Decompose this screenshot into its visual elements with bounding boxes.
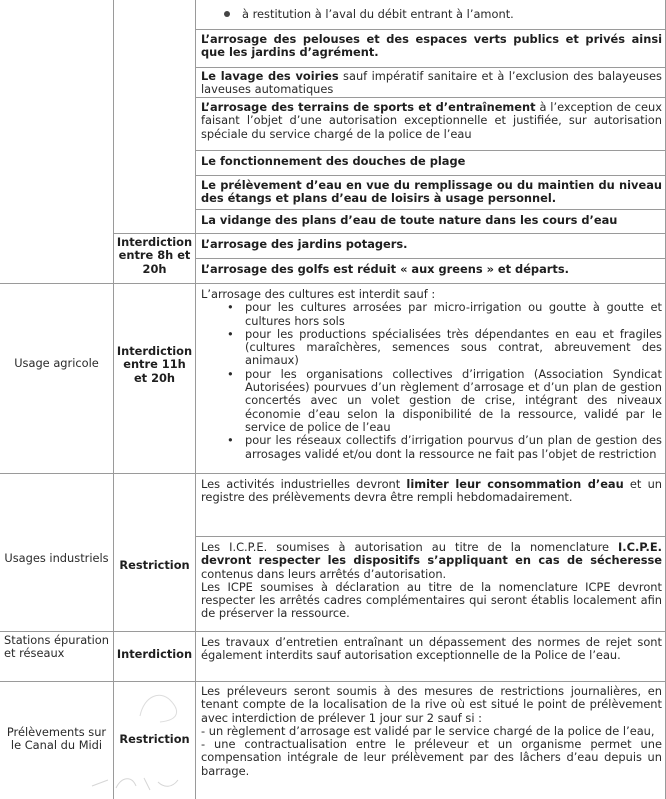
agricole-intro: L’arrosage des cultures est interdit sauf :	[201, 287, 436, 301]
measure-interdiction: Interdiction	[116, 647, 193, 661]
restriction-pelouses: L’arrosage des pelouses et des espaces verts publics et privés ainsi que les jardins d’agrément.	[201, 32, 662, 60]
usage-agricole-label: Usage agricole	[14, 356, 99, 370]
scan-artifact	[88, 772, 188, 794]
row-divider	[195, 29, 666, 30]
canal-rule-1: Les préleveurs seront soumis à des mesures de restrictions journalières, en tenant compte de la localisation de la rive où est situé le point de prélèvement avec interdiction de prélever 1 jour sur 2 sauf si :	[201, 684, 662, 725]
list-item: • pour les organisations collectives d’irrigation (Association Syndicat Autorisées) pourvues d’un règlement d’arrosage et d’un plan de gestion concertés avec un volet gestion de crise, intégrant des niveaux économie d’eau selon la disponibilité de la ressource, validé par le service de police de l’eau	[227, 366, 662, 434]
row-divider	[195, 67, 666, 68]
restriction-potagers: L’arrosage des jardins potagers.	[201, 237, 408, 251]
usage-industriels-label: Usages industriels	[4, 551, 109, 565]
list-item: • pour les cultures arrosées par micro-irrigation ou goutte à goutte et cultures hors sols	[227, 300, 662, 328]
industriels-rule-2: Les I.C.P.E. soumises à autorisation au titre de la nomenclature I.C.P.E. devront respecter les dispositifs s’appliquant en cas de sécheresse contenus dans leurs arrêtés d’autorisation. Les ICPE soumises à déclaration au titre de la nomenclature ICPE devront respecter les arrêtés cadres complémentaires qui seront établis localement afin de préserver la ressource.	[201, 540, 662, 621]
column-divider	[113, 0, 114, 799]
industriels-rule-3: Les ICPE soumises à déclaration au titre de la nomenclature ICPE devront respecter les arrêtés cadres complémentaires qui seront établis localement afin de préserver la ressource.	[201, 579, 662, 621]
row-divider	[195, 209, 666, 210]
bullet-icon: •	[227, 366, 234, 381]
restriction-etangs: Le prélèvement d’eau en vue du remplissage ou du maintien du niveau des étangs et plans d’eau de loisirs à usage personnel.	[201, 178, 662, 206]
row-divider	[0, 631, 666, 632]
row-divider	[0, 681, 666, 682]
canal-rules	[201, 685, 662, 778]
industriels-rule-1: Les activités industrielles devront limiter leur consommation d’eau et un registre des prélèvements devra être rempli hebdomadairement.	[201, 477, 663, 505]
usage-canal-label: Prélèvements sur le Canal du Midi	[6, 725, 107, 753]
restriction-voiries: Le lavage des voiries sauf impératif sanitaire et à l’exclusion des balayeuses laveuses automatiques	[201, 69, 662, 97]
row-divider	[195, 97, 666, 98]
canal-rule-3: - une contractualisation entre le préleveur et un organisme permet une compensation intégrale de leur prélèvement par des lâchers d’eau depuis un barrage.	[201, 737, 662, 778]
list-item: • pour les réseaux collectifs d’irrigation pourvus d’un plan de gestion des arrosages validé et/ou dont la ressource ne fait pas l’objet de restriction	[227, 433, 662, 461]
measure-restriction: Restriction	[119, 558, 190, 572]
row-divider	[195, 175, 666, 176]
list-item: • pour les productions spécialisées très dépendantes en eau et fragiles (cultures maraîchères, semences sous contrat, abreuvement des animaux)	[227, 326, 662, 368]
row-divider	[113, 233, 666, 234]
row-divider	[0, 473, 666, 474]
restriction-terrains-sports: L’arrosage des terrains de sports et d’entraînement à l’exception de ceux faisant l’objet d’une autorisation exceptionnelle et justifiée, sur autorisation spéciale du service chargé de la police de l’eau	[201, 100, 662, 141]
row-divider	[195, 536, 666, 537]
canal-rule-2: - un règlement d’arrosage est validé par le service chargé de la police de l’eau,	[201, 723, 655, 738]
bullet-icon	[224, 11, 230, 17]
bullet-icon: •	[227, 300, 234, 315]
row-divider	[195, 258, 666, 259]
bullet-icon: •	[227, 326, 234, 341]
usage-stations-label: Stations épuration et réseaux	[4, 633, 109, 661]
restriction-vidange: La vidange des plans d’eau de toute nature dans les cours d’eau	[201, 213, 618, 227]
bullet-icon: •	[227, 433, 234, 448]
measure-restriction-canal: Restriction	[119, 732, 190, 746]
column-divider	[195, 0, 196, 799]
restriction-golfs: L’arrosage des golfs est réduit « aux greens » et départs.	[201, 262, 569, 276]
stations-rule: Les travaux d’entretien entraînant un dépassement des normes de rejet sont également interdits sauf autorisation exceptionnelle de la Police de l’eau.	[201, 635, 662, 663]
scan-artifact	[130, 686, 190, 726]
restitution-line: à restitution à l’aval du débit entrant à l’amont.	[224, 8, 654, 21]
row-divider	[0, 283, 666, 284]
measure-11h-20h: Interdiction entre 11h et 20h	[116, 344, 193, 385]
agricole-rules	[201, 288, 662, 461]
row-divider	[195, 150, 666, 151]
measure-8h-20h: Interdiction entre 8h et 20h	[116, 235, 193, 276]
restriction-douches: Le fonctionnement des douches de plage	[201, 154, 466, 168]
